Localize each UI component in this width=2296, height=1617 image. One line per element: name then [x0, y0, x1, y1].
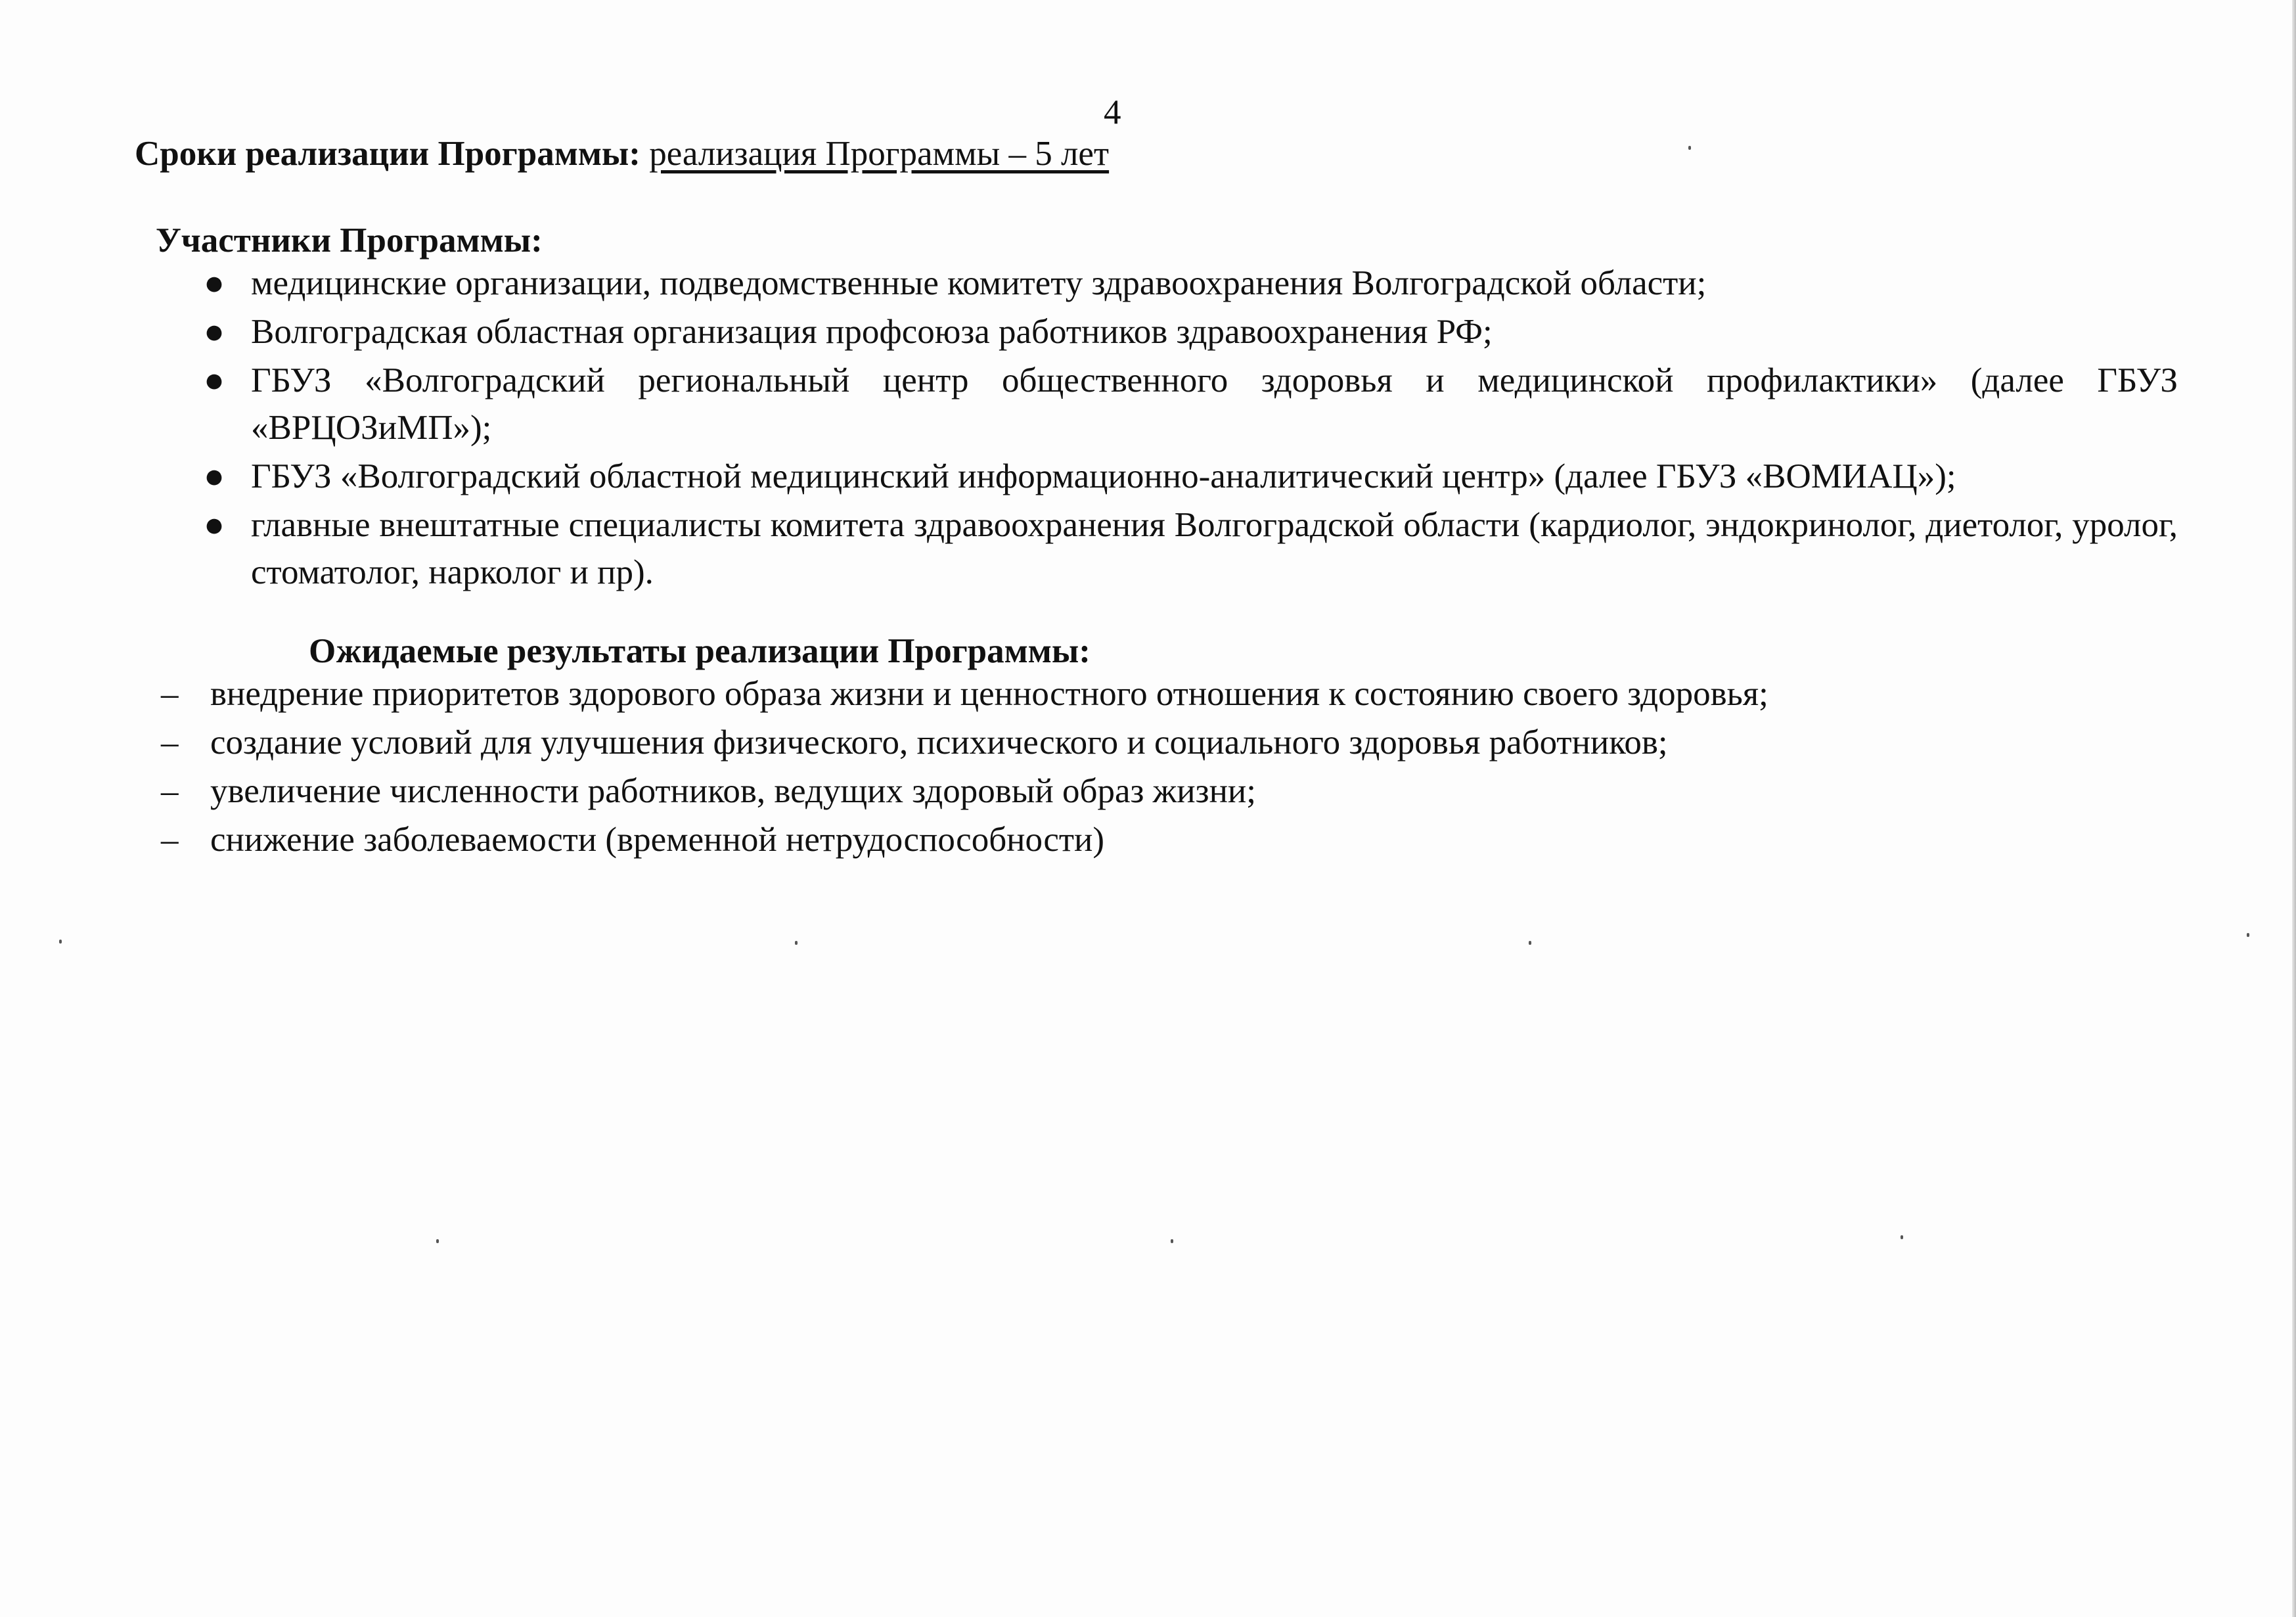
list-item-text: ГБУЗ «Волгоградский областной медицинский информационно-аналитический центр» (далее ГБУЗ «ВОМИАЦ»); — [251, 457, 1956, 496]
list-item — [204, 501, 2178, 596]
list-item — [161, 816, 2197, 863]
results-list — [161, 670, 2197, 865]
bullet-icon: ● — [204, 361, 225, 400]
list-item-text: главные внештатные специалисты комитета здравоохранения Волгоградской области (кардиолог, эндокринолог, диетолог, уролог, стоматолог, нарколог и пр). — [251, 506, 2178, 592]
terms-value: реализация Программы – 5 лет — [649, 135, 1110, 173]
list-item-text: Волгоградская областная организация профсоюза работников здравоохранения РФ; — [251, 313, 1493, 352]
bullet-icon: ● — [204, 457, 225, 496]
results-heading: Ожидаемые результаты реализации Программы: — [309, 632, 1091, 670]
list-item-text: создание условий для улучшения физического, психического и социального здоровья работников; — [210, 723, 1668, 762]
bullet-icon: ● — [204, 313, 225, 352]
terms-label: Сроки реализации Программы: — [135, 135, 641, 173]
scan-speck — [59, 940, 62, 944]
list-item-text: медицинские организации, подведомственные комитету здравоохранения Волгоградской области; — [251, 264, 1707, 302]
terms-line — [135, 130, 1109, 177]
list-item-text: внедрение приоритетов здорового образа жизни и ценностного отношения к состоянию своего здоровья; — [210, 675, 1768, 713]
bullet-icon: ● — [204, 506, 225, 545]
list-item — [161, 767, 2197, 815]
list-item — [161, 719, 2197, 766]
scan-speck — [1688, 146, 1691, 150]
list-item — [204, 308, 2178, 355]
list-item-text: снижение заболеваемости (временной нетрудоспособности) — [210, 821, 1105, 859]
dash-icon: – — [161, 675, 179, 713]
page-number: 4 — [1104, 93, 1121, 131]
list-item — [204, 260, 2178, 307]
list-item-text: ГБУЗ «Волгоградский региональный центр общественного здоровья и медицинской профилактики» (далее ГБУЗ «ВРЦОЗиМП»); — [251, 361, 2178, 447]
dash-icon: – — [161, 723, 179, 762]
participants-heading: Участники Программы: — [156, 221, 543, 260]
dash-icon: – — [161, 772, 179, 811]
list-item — [204, 453, 2178, 500]
participants-list — [204, 260, 2178, 598]
scan-speck — [795, 941, 798, 945]
dash-icon: – — [161, 821, 179, 859]
bullet-icon: ● — [204, 264, 225, 302]
scan-speck — [1901, 1235, 1903, 1239]
scan-speck — [436, 1239, 439, 1243]
list-item — [161, 670, 2197, 717]
list-item-text: увеличение численности работников, ведущих здоровый образ жизни; — [210, 772, 1257, 811]
scan-edge-shadow — [2292, 0, 2296, 1617]
scan-speck — [1529, 941, 1531, 945]
scan-speck — [1171, 1239, 1173, 1243]
list-item — [204, 357, 2178, 451]
scan-speck — [2247, 933, 2249, 937]
